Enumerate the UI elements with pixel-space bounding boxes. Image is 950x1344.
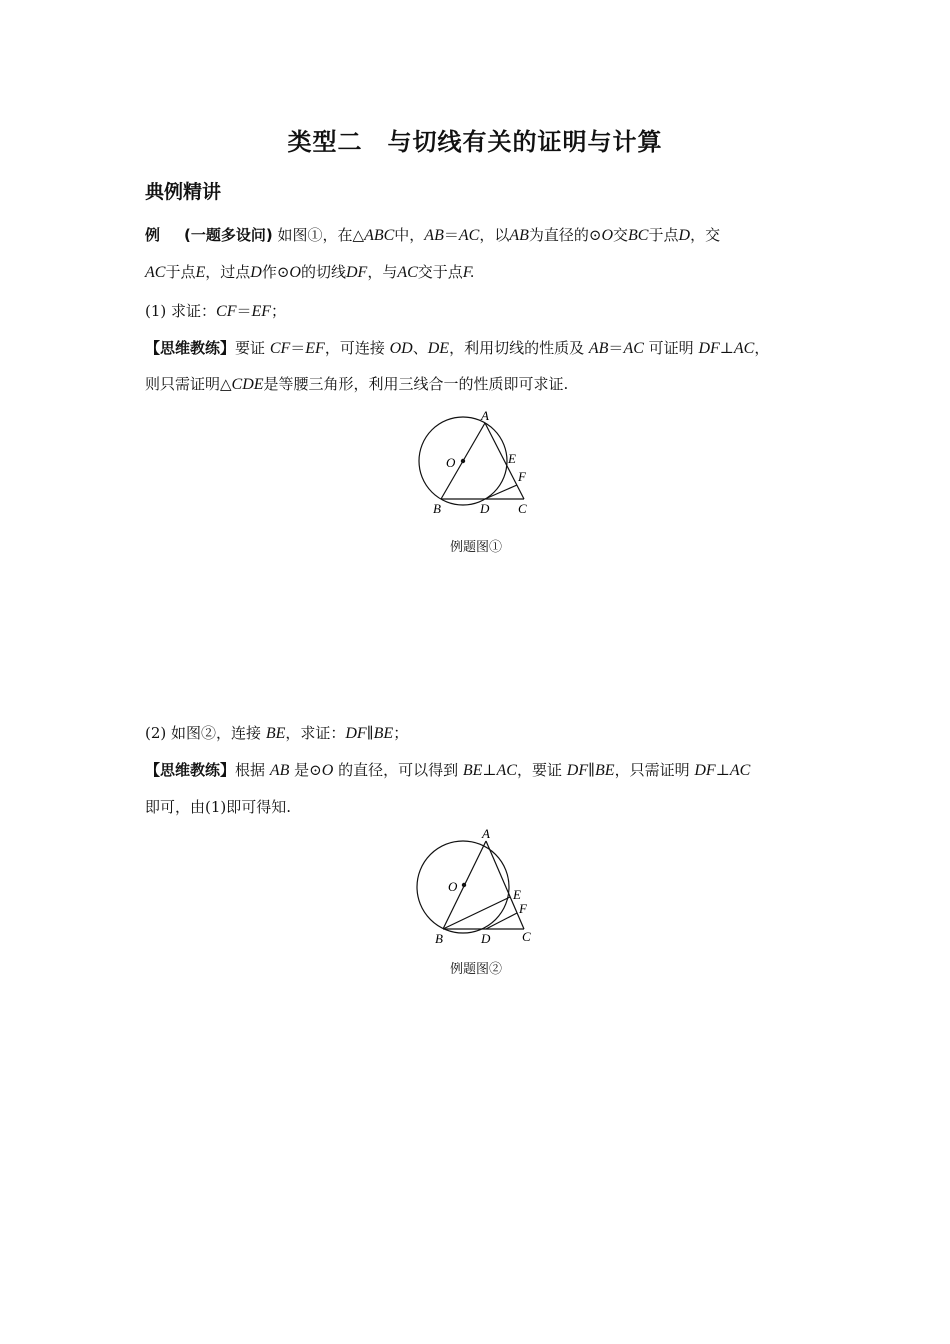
math: AC (496, 762, 517, 779)
text: ⊥ (482, 761, 497, 779)
label-d: D (480, 501, 490, 516)
math: AB (424, 227, 444, 244)
text: ＝ (608, 339, 624, 357)
math: BE (462, 762, 483, 779)
segment-df (486, 913, 517, 929)
math: O (601, 227, 614, 244)
text: 、 (412, 339, 428, 357)
text: 的直径，可以得到 (338, 761, 459, 779)
text: 要证 (235, 339, 266, 357)
math: CF (269, 340, 291, 357)
math: BE (373, 725, 394, 742)
math: E (195, 264, 206, 281)
example-line-2 (145, 261, 475, 282)
text: ，求证： (285, 724, 346, 742)
math: AC (397, 264, 418, 281)
text: 如图①，在△ (277, 226, 365, 244)
text: 的切线 (300, 263, 346, 281)
math: BE (595, 762, 615, 779)
text: ，过点 (205, 263, 251, 281)
label-b: B (435, 931, 443, 946)
text: 是⊙ (294, 761, 322, 779)
label-f: F (518, 469, 526, 484)
math: F. (462, 264, 475, 281)
math: DF (345, 725, 367, 742)
segment-df (485, 485, 517, 499)
label-c: C (522, 929, 531, 944)
section-heading: 典例精讲 (145, 181, 222, 203)
example-tag: (一题多设问) (184, 226, 273, 244)
segment-be (443, 897, 510, 929)
math: DF (694, 762, 716, 779)
text: 交 (613, 226, 629, 244)
text: 是等腰三角形，利用三线合一的性质即可求证. (263, 375, 569, 393)
hint-1-line-1 (145, 337, 769, 358)
math: EF (251, 303, 272, 320)
math: AC (729, 762, 751, 779)
math: DF (698, 340, 720, 357)
center-point (461, 459, 465, 463)
text: ，只需证明 (614, 761, 690, 779)
math: BC (628, 227, 649, 244)
math: AC (623, 340, 644, 357)
figure-2-diagram (410, 823, 540, 948)
math: ABC (364, 227, 395, 244)
hint-2-line-2: 即可，由(1)即可得知. (145, 798, 292, 816)
math: AC (733, 340, 755, 357)
figure-2-caption: 例题图② (449, 962, 502, 977)
text: ＝ (290, 339, 306, 357)
math: BE (265, 725, 286, 742)
math: DF (345, 264, 368, 281)
label-a: A (481, 408, 489, 423)
text: ，以 (479, 226, 510, 244)
question-2 (145, 722, 408, 743)
text: 根据 (235, 761, 266, 779)
center-point (462, 883, 466, 887)
math: AB (269, 762, 290, 779)
text: ， (754, 339, 770, 357)
text: 于点 (648, 226, 679, 244)
math: AB (509, 227, 529, 244)
text: 则只需证明△ (145, 375, 232, 393)
label-a: A (482, 826, 490, 841)
text: ，要证 (516, 761, 562, 779)
text: ； (393, 724, 409, 742)
text: ∥ (366, 724, 374, 742)
math: AB (588, 340, 609, 357)
math: D (250, 264, 262, 281)
text: 交于点 (417, 263, 463, 281)
text: ； (271, 302, 287, 320)
text: ∥ (588, 761, 596, 779)
hint-1-line-2 (145, 373, 568, 394)
label-o: O (448, 879, 458, 894)
figure-1-diagram (410, 405, 540, 520)
math: O (321, 762, 334, 779)
text: ，与 (367, 263, 398, 281)
math: CDE (231, 376, 264, 393)
text: ，交 (690, 226, 721, 244)
text: ＝ (236, 302, 252, 320)
hint-label: 【思维教练】 (145, 339, 236, 357)
example-label: 例 (145, 226, 161, 244)
math: AC (458, 227, 480, 244)
label-b: B (433, 501, 441, 516)
label-o: O (446, 455, 456, 470)
label-e: E (513, 887, 521, 902)
math: D (678, 227, 691, 244)
math: CF (216, 303, 237, 320)
text: ⊥ (715, 761, 730, 779)
text: ⊥ (719, 339, 734, 357)
page-title: 类型二 与切线有关的证明与计算 (287, 128, 663, 156)
hint-2-line-1 (145, 759, 750, 780)
hint-label: 【思维教练】 (145, 761, 236, 779)
math: DE (427, 340, 450, 357)
label-f: F (519, 901, 527, 916)
text: 作⊙ (261, 263, 290, 281)
text: ，可连接 (324, 339, 385, 357)
text: 于点 (165, 263, 196, 281)
text: (2) 如图②，连接 (145, 724, 262, 742)
label-e: E (508, 451, 516, 466)
label-d: D (481, 931, 491, 946)
example-line-1 (145, 224, 720, 245)
question-1 (145, 300, 286, 321)
label-c: C (518, 501, 527, 516)
text: ，利用切线的性质及 (449, 339, 585, 357)
math: OD (389, 340, 413, 357)
figure-1-caption: 例题图① (449, 540, 502, 555)
text: ＝ (443, 226, 459, 244)
text: 可证明 (648, 339, 694, 357)
text: 中， (394, 226, 425, 244)
text: (1) 求证： (145, 302, 217, 320)
math: DF (566, 762, 589, 779)
text: 为直径的⊙ (528, 226, 602, 244)
segment-ac (485, 423, 524, 499)
math: AC (145, 264, 166, 281)
math: O (289, 264, 301, 281)
math: EF (305, 340, 325, 357)
